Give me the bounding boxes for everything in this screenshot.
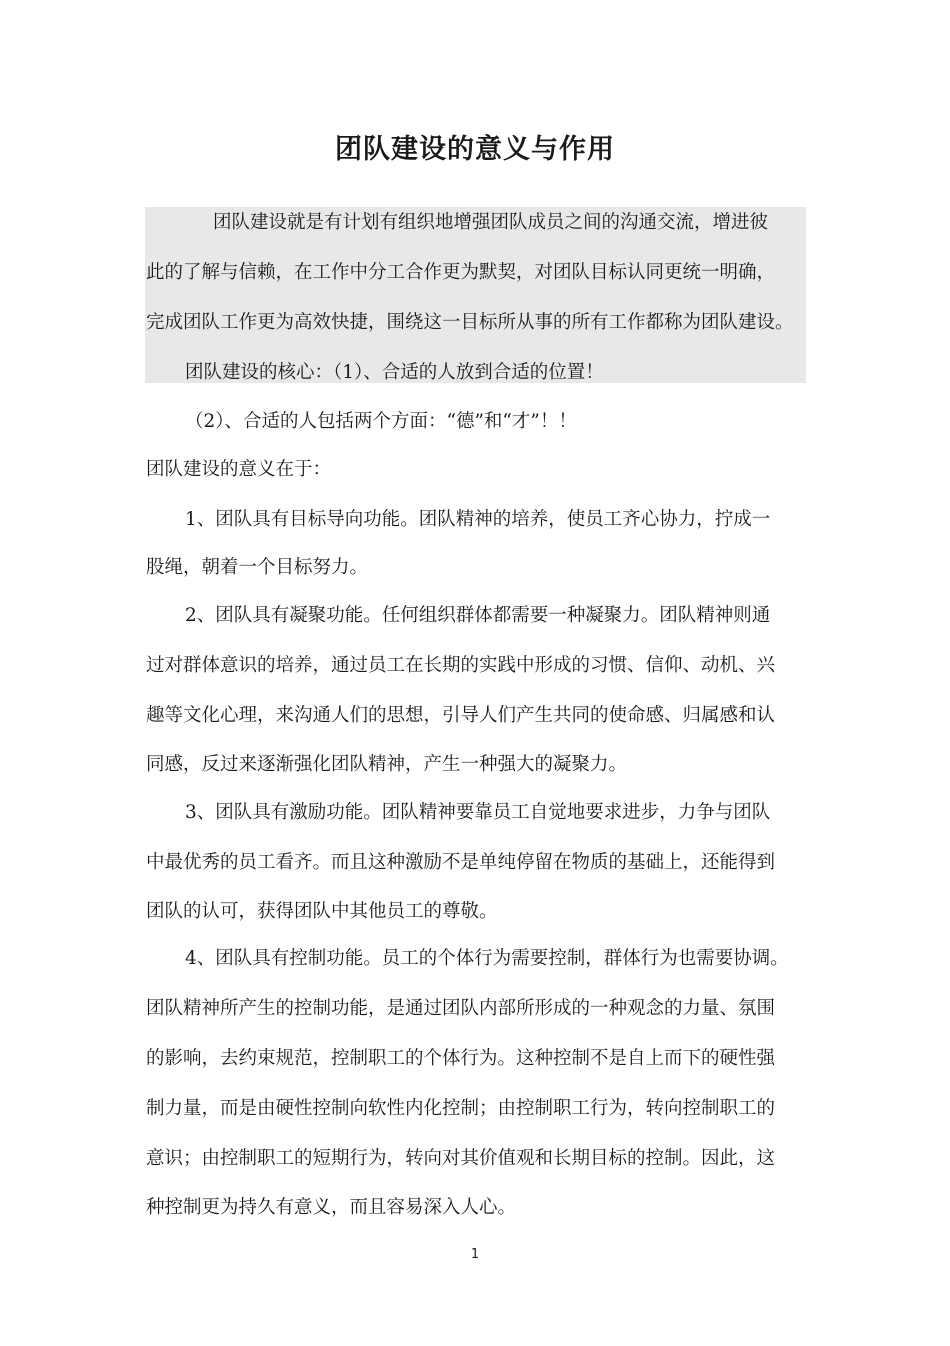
text-line: 种控制更为持久有意义，而且容易深入人心。 [146,1197,517,1218]
text-line: （2）、合适的人包括两个方面：“德”和“才”！！ [185,411,577,432]
text-line: 团队精神所产生的控制功能，是通过团队内部所形成的一种观念的力量、氛围 [146,998,776,1019]
text-line: 同感，反过来逐渐强化团队精神，产生一种强大的凝聚力。 [146,754,628,775]
document-title: 团队建设的意义与作用 [335,134,615,165]
text-line: 的影响，去约束规范，控制职工的个体行为。这种控制不是自上而下的硬性强 [146,1048,776,1069]
text-line: 2、团队具有凝聚功能。任何组织群体都需要一种凝聚力。团队精神则通 [185,605,771,626]
text-line: 团队的认可，获得团队中其他员工的尊敬。 [146,901,498,922]
text-line: 1、团队具有目标导向功能。团队精神的培养，使员工齐心协力，拧成一 [185,509,771,530]
text-line: 趣等文化心理，来沟通人们的思想，引导人们产生共同的使命感、归属感和认 [146,705,776,726]
text-line: 完成团队工作更为高效快捷，围绕这一目标所从事的所有工作都称为团队建设。 [146,312,794,333]
text-line: 此的了解与信赖，在工作中分工合作更为默契，对团队目标认同更统一明确， [146,262,776,283]
text-line: 团队建设的意义在于： [146,459,332,480]
text-line: 意识；由控制职工的短期行为，转向对其价值观和长期目标的控制。因此，这 [146,1148,776,1169]
text-line: 股绳，朝着一个目标努力。 [146,557,369,578]
text-line: 4、团队具有控制功能。员工的个体行为需要控制，群体行为也需要协调。 [185,948,789,969]
text-line: 制力量，而是由硬性控制向软性内化控制；由控制职工行为，转向控制职工的 [146,1098,776,1119]
text-line: 团队建设的核心：（1）、合适的人放到合适的位置！ [185,362,604,383]
page-number: 1 [470,1247,480,1262]
text-line: 团队建设就是有计划有组织地增强团队成员之间的沟通交流，增进彼 [213,212,769,233]
text-line: 过对群体意识的培养，通过员工在长期的实践中形成的习惯、信仰、动机、兴 [146,655,776,676]
text-line: 中最优秀的员工看齐。而且这种激励不是单纯停留在物质的基础上，还能得到 [146,852,776,873]
text-line: 3、团队具有激励功能。团队精神要靠员工自觉地要求进步，力争与团队 [185,802,771,823]
